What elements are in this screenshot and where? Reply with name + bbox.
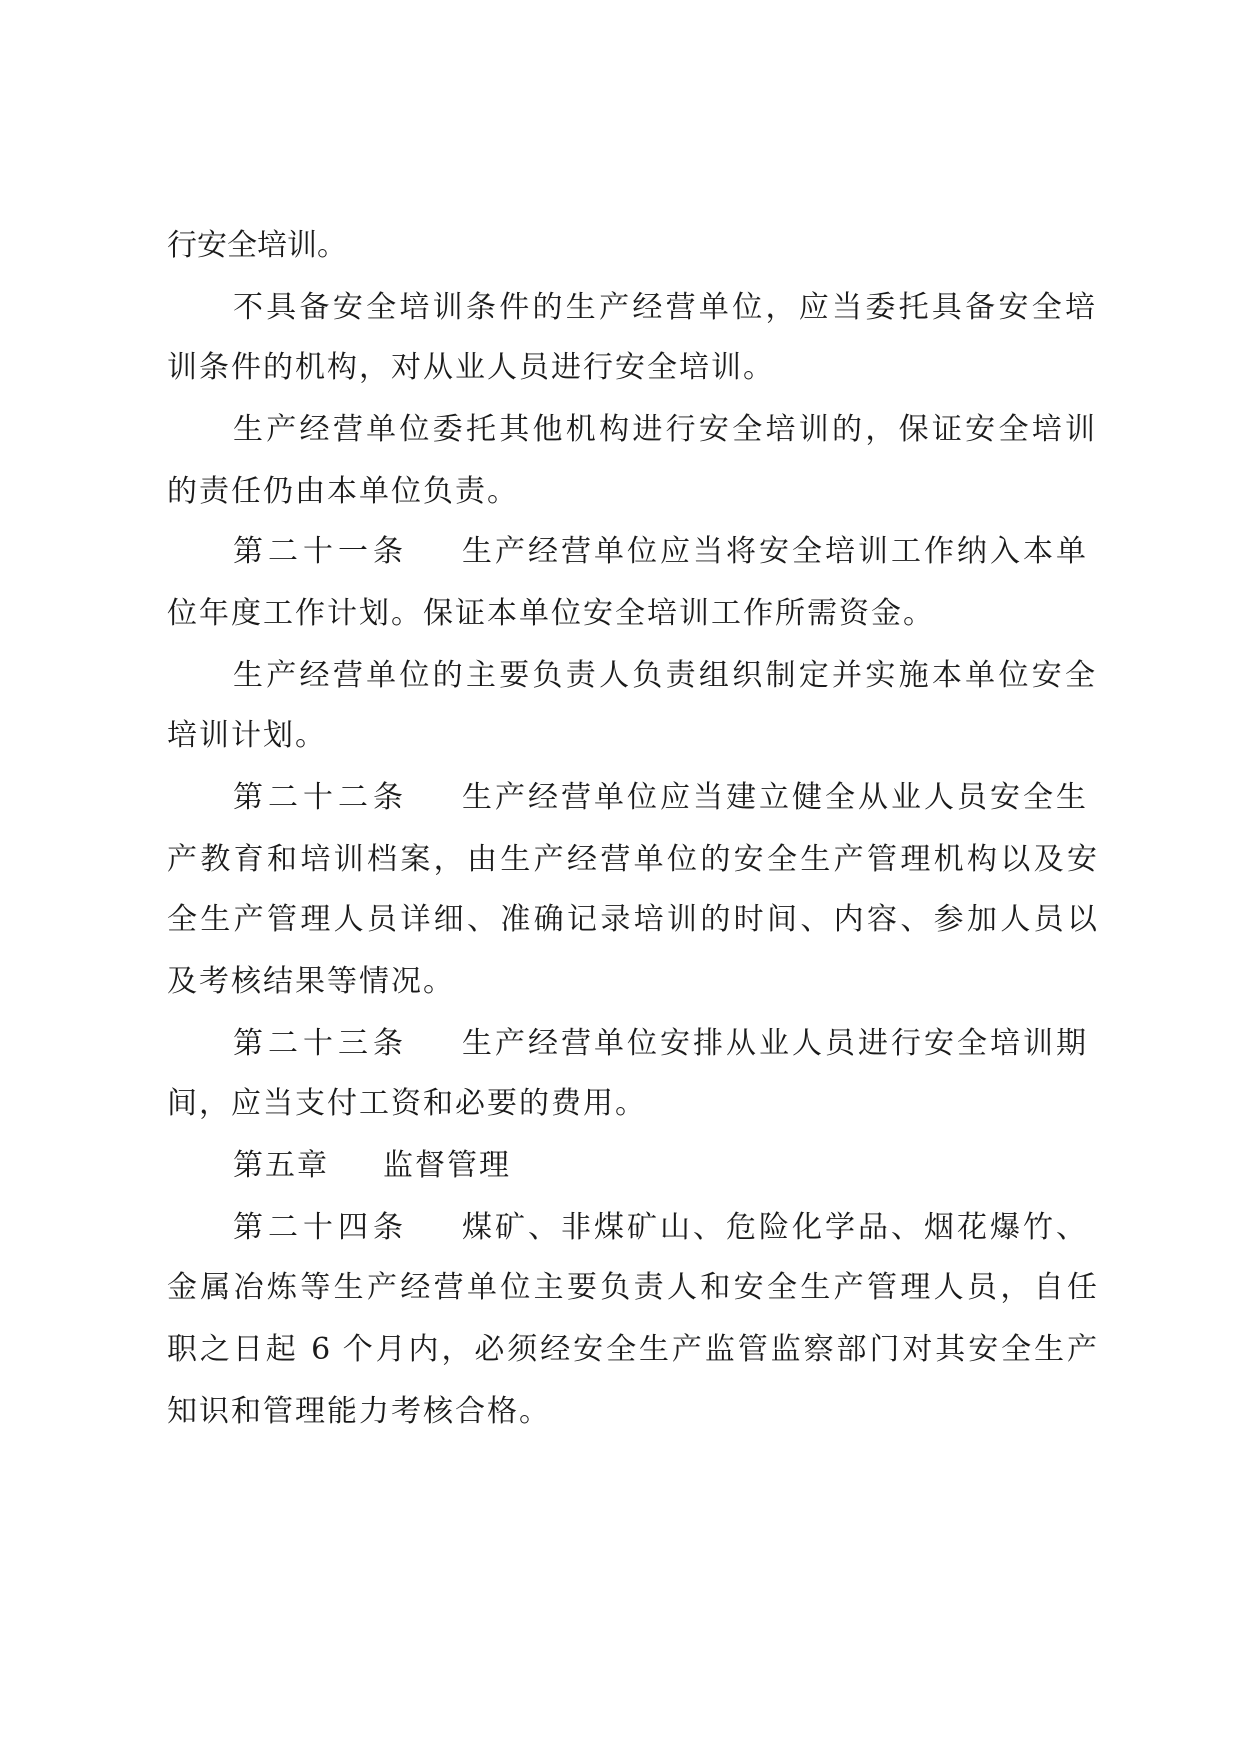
text-line <box>167 472 1097 512</box>
text-line <box>167 226 1097 266</box>
text-line <box>167 1392 1097 1432</box>
chapter-number: 第五章 <box>233 1148 329 1183</box>
text: 间，应当支付工资和必要的费用。 <box>167 1086 647 1121</box>
paragraph-line <box>233 656 1097 696</box>
article-text: 煤矿、非煤矿山、危险化学品、烟花爆竹、 <box>462 1210 1089 1245</box>
text: 行安全培训。 <box>167 228 347 263</box>
article-number: 第二十一条 <box>233 534 408 569</box>
text-line <box>167 900 1097 940</box>
article-line <box>233 1024 1097 1064</box>
text-line <box>167 1330 1097 1370</box>
article-text: 生产经营单位应当建立健全从业人员安全生 <box>462 780 1089 815</box>
text: 全生产管理人员详细、准确记录培训的时间、内容、参加人员以 <box>167 902 1097 937</box>
paragraph-line <box>233 410 1097 450</box>
chapter-title: 监督管理 <box>383 1148 511 1183</box>
text-line <box>167 962 1097 1002</box>
text: 培训计划。 <box>167 718 327 753</box>
paragraph-line <box>233 288 1097 328</box>
text: 知识和管理能力考核合格。 <box>167 1394 551 1429</box>
article-number: 第二十二条 <box>233 780 408 815</box>
text-line <box>167 594 1097 634</box>
article-line <box>233 778 1097 818</box>
article-line <box>233 1208 1097 1248</box>
text: 金属冶炼等生产经营单位主要负责人和安全生产管理人员，自任 <box>167 1270 1097 1305</box>
text-line <box>167 716 1097 756</box>
text-line <box>167 1084 1097 1124</box>
text-line <box>167 348 1097 388</box>
article-number: 第二十三条 <box>233 1026 408 1061</box>
article-text: 生产经营单位应当将安全培训工作纳入本单 <box>462 534 1089 569</box>
text: 及考核结果等情况。 <box>167 964 455 999</box>
text-line <box>167 1268 1097 1308</box>
article-line <box>233 532 1097 572</box>
text: 生产经营单位的主要负责人负责组织制定并实施本单位安全 <box>233 658 1097 693</box>
text: 职之日起 6 个月内，必须经安全生产监管监察部门对其安全生产 <box>167 1332 1097 1367</box>
text: 生产经营单位委托其他机构进行安全培训的，保证安全培训 <box>233 412 1097 447</box>
text: 训条件的机构，对从业人员进行安全培训。 <box>167 350 775 385</box>
article-number: 第二十四条 <box>233 1210 408 1245</box>
article-text: 生产经营单位安排从业人员进行安全培训期 <box>462 1026 1089 1061</box>
text: 位年度工作计划。保证本单位安全培训工作所需资金。 <box>167 596 935 631</box>
text-line <box>167 840 1097 880</box>
text: 的责任仍由本单位负责。 <box>167 474 519 509</box>
text: 产教育和培训档案，由生产经营单位的安全生产管理机构以及安 <box>167 842 1097 877</box>
chapter-heading <box>233 1146 1097 1186</box>
text: 不具备安全培训条件的生产经营单位，应当委托具备安全培 <box>233 290 1097 325</box>
